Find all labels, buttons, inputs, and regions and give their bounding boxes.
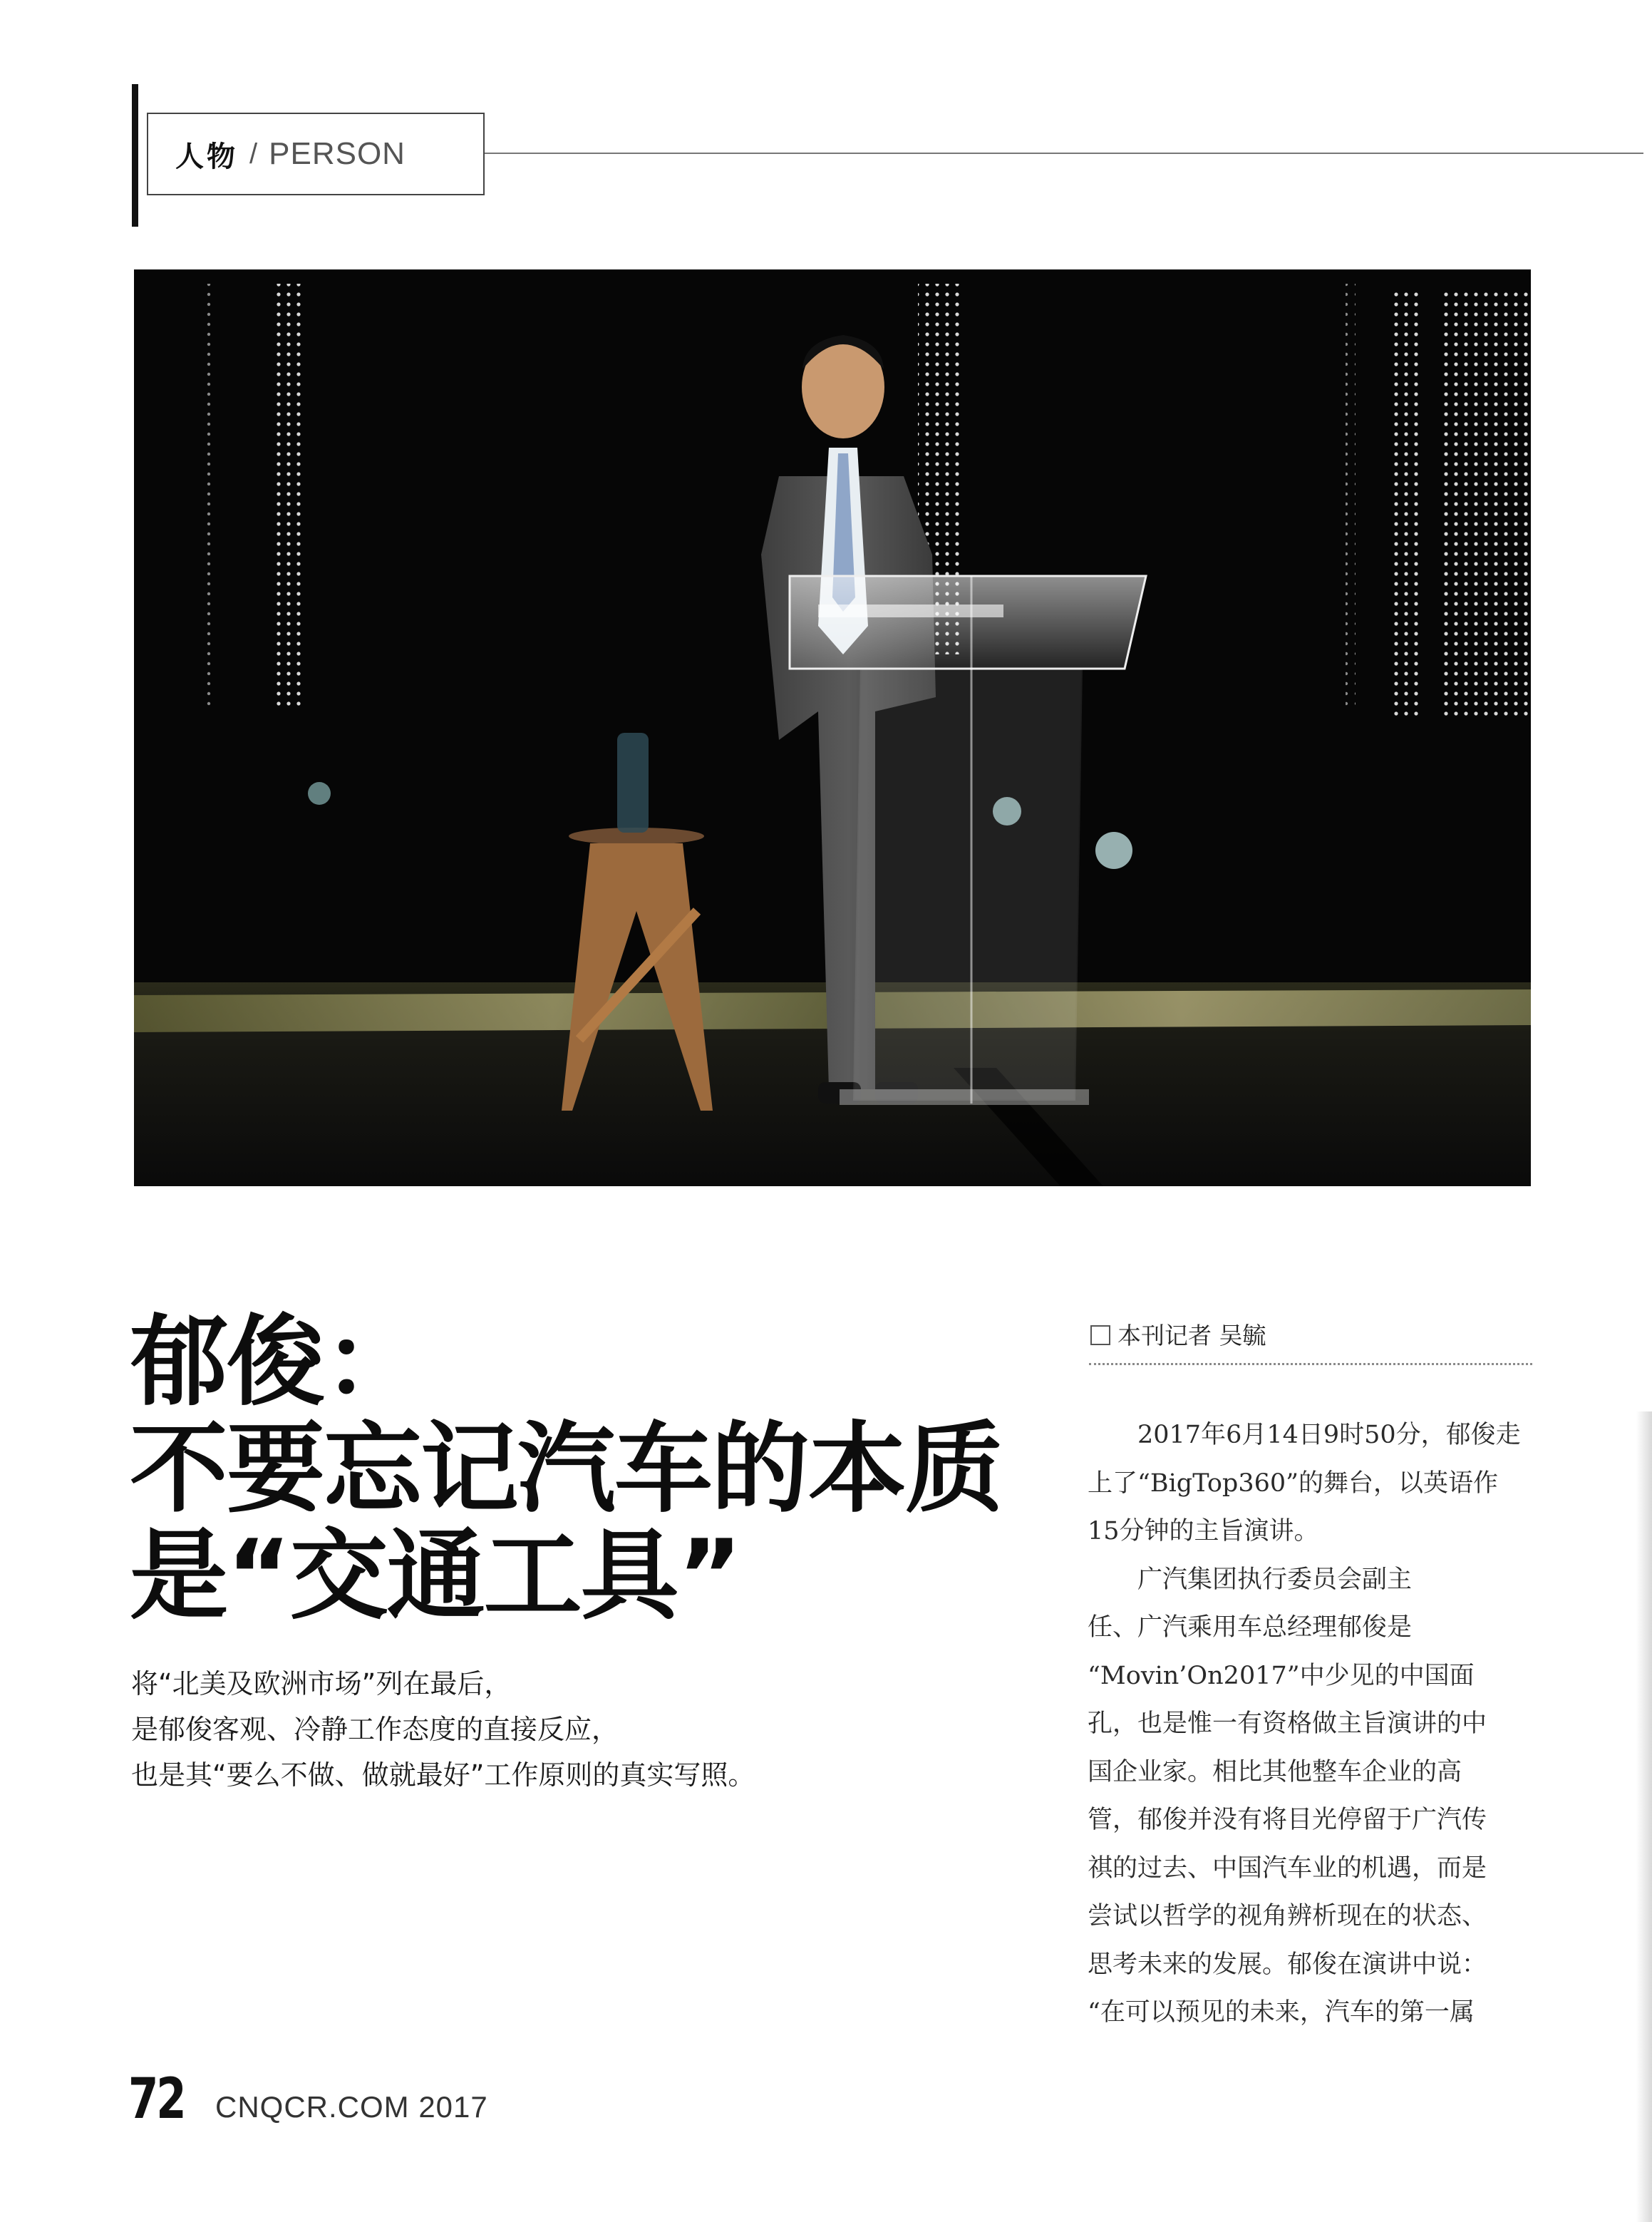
footer-site: CNQCR.COM 2017 [215, 2090, 488, 2124]
deck-line-1: 将“北美及欧洲市场”列在最后， [131, 1668, 512, 1699]
body-line: 上了“BigTop360”的舞台，以英语作 [1088, 1469, 1499, 1498]
body-line: 孔，也是惟一有资格做主旨演讲的中 [1088, 1709, 1487, 1738]
article-deck [131, 1661, 1022, 1798]
section-divider: / [249, 138, 258, 170]
body-line: 管，郁俊并没有将目光停留于广汽传 [1088, 1806, 1487, 1834]
byline [1090, 1317, 1532, 1351]
section-tab [147, 113, 485, 195]
article-headline [130, 1305, 1056, 1633]
body-line: 任、广汽乘用车总经理郁俊是 [1088, 1613, 1413, 1642]
body-line: “在可以预见的未来，汽车的第一属 [1088, 1998, 1475, 2027]
body-line: 广汽集团执行委员会副主 [1088, 1565, 1413, 1594]
body-line: 国企业家。相比其他整车企业的高 [1088, 1757, 1462, 1786]
article-body [1088, 1411, 1532, 2037]
headline-line-3: 是“交通工具” [130, 1518, 741, 1633]
header-rule [485, 153, 1643, 154]
body-line: 祺的过去、中国汽车业的机遇，而是 [1088, 1853, 1487, 1883]
page-edge-shadow [1636, 1411, 1652, 2222]
square-icon [1090, 1325, 1110, 1345]
byline-dotted-rule [1089, 1363, 1532, 1365]
body-line: 2017年6月14日9时50分，郁俊走 [1088, 1421, 1521, 1449]
section-marker-bar [132, 84, 138, 227]
body-line: 尝试以哲学的视角辨析现在的状态、 [1088, 1902, 1487, 1930]
section-label-cn: 人物 [175, 140, 238, 173]
page-number: 72 [128, 2067, 185, 2131]
headline-line-2: 不要忘记汽车的本质 [130, 1411, 1003, 1526]
speaker-photo [134, 269, 1531, 1186]
byline-text: 本刊记者 吴毓 [1117, 1322, 1266, 1349]
headline-line-1: 郁俊： [130, 1305, 421, 1419]
body-line: 思考未来的发展。郁俊在演讲中说： [1088, 1950, 1487, 1979]
body-line: “Movin’On2017”中少见的中国面 [1088, 1661, 1475, 1690]
deck-line-2: 是郁俊客观、冷静工作态度的直接反应， [131, 1714, 619, 1745]
body-line: 15分钟的主旨演讲。 [1088, 1517, 1319, 1545]
section-label-en: PERSON [269, 136, 406, 171]
deck-line-3: 也是其“要么不做、做就最好”工作原则的真实写照。 [131, 1759, 755, 1791]
